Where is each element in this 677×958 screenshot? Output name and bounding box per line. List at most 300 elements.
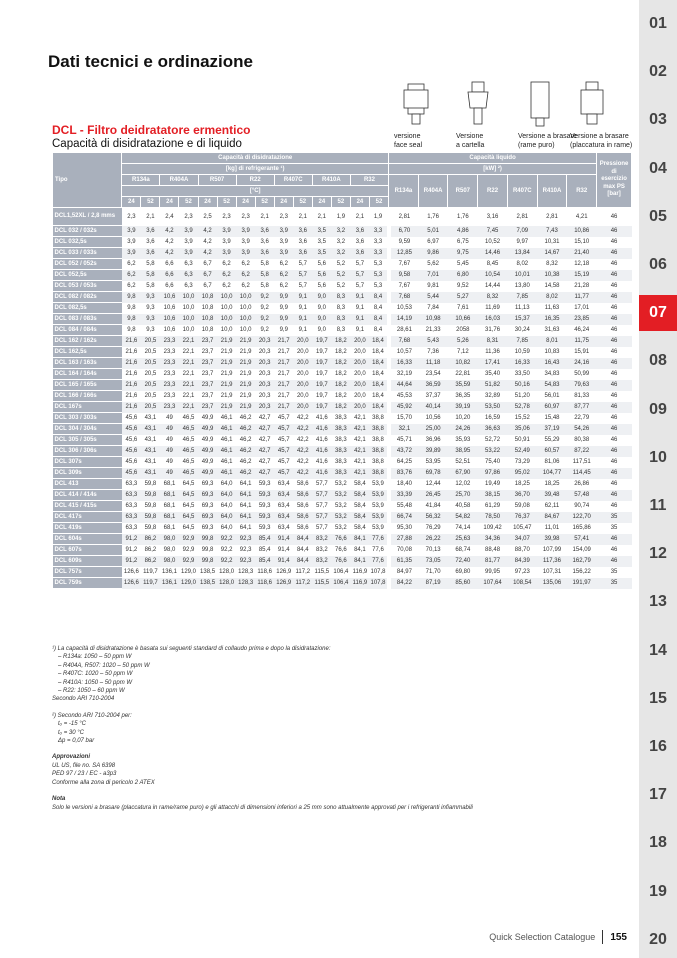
dry-capacity-cell: 53,2 xyxy=(331,490,350,501)
pressure-cell: 35 xyxy=(610,569,618,575)
dry-capacity-cell: 6,3 xyxy=(184,283,193,289)
dry-capacity-cell: 117,2 xyxy=(293,578,312,589)
liquid-refrigerant-r32: R32 xyxy=(567,175,597,208)
dry-capacity-cell: 43,1 xyxy=(144,437,157,443)
dry-capacity-cell: 59,8 xyxy=(141,490,160,501)
dry-capacity-cell: 57,7 xyxy=(315,525,328,531)
liquid-capacity-cell: 19,49 xyxy=(485,481,501,487)
liquid-capacity-cell: 85,60 xyxy=(448,578,478,589)
dry-capacity-cell: 20,0 xyxy=(350,402,369,413)
pressure-cell: 46 xyxy=(610,305,618,311)
liquid-capacity-cell: 6,97 xyxy=(427,239,439,245)
liquid-capacity-cell: 52,51 xyxy=(455,459,471,465)
chapter-tab-05[interactable]: 05 xyxy=(649,207,667,225)
dry-capacity-cell: 21,9 xyxy=(217,380,236,391)
dry-capacity-cell: 18,2 xyxy=(331,358,350,369)
dry-capacity-cell: 6,7 xyxy=(203,261,212,267)
liquid-capacity-cell: 156,22 xyxy=(572,569,591,575)
note-line: Δp = 0,07 bar xyxy=(58,738,95,745)
liquid-capacity-cell: 60,97 xyxy=(537,402,567,413)
dry-capacity-cell: 3,6 xyxy=(298,239,307,245)
liquid-capacity-cell: 4,86 xyxy=(448,226,478,237)
table-row xyxy=(53,369,632,380)
temperature-cell: 52 xyxy=(255,197,274,208)
temperature-cell: 24 xyxy=(312,197,331,208)
chapter-tab-13[interactable]: 13 xyxy=(649,593,667,611)
pressure-cell: 46 xyxy=(610,327,618,333)
pressure-cell: 46 xyxy=(597,314,632,325)
dry-capacity-cell: 23,3 xyxy=(163,393,176,399)
dry-capacity-cell: 9,3 xyxy=(141,292,160,303)
liquid-capacity-cell: 15,19 xyxy=(567,270,597,281)
dry-capacity-cell: 20,3 xyxy=(258,393,271,399)
liquid-capacity-cell: 7,67 xyxy=(389,259,419,270)
liquid-capacity-cell: 39,48 xyxy=(537,490,567,501)
dry-capacity-cell: 53,2 xyxy=(335,525,347,531)
liquid-capacity-cell: 37,19 xyxy=(537,424,567,435)
dry-capacity-cell: 86,2 xyxy=(141,556,160,567)
header-liquid-capacity xyxy=(389,153,597,164)
liquid-capacity-cell: 61,29 xyxy=(485,503,501,509)
header-pressure xyxy=(597,153,632,208)
dry-capacity-cell: 3,9 xyxy=(184,239,193,245)
chapter-tab-10[interactable]: 10 xyxy=(649,448,667,466)
dry-capacity-cell: 46,2 xyxy=(236,468,255,479)
dry-capacity-cell: 91,2 xyxy=(122,534,141,545)
dry-capacity-cell: 116,9 xyxy=(352,569,368,575)
dry-capacity-cell: 57,7 xyxy=(315,481,328,487)
dry-capacity-cell: 10,8 xyxy=(201,305,214,311)
nota-heading: Nota xyxy=(52,796,66,803)
liquid-capacity-cell: 6,70 xyxy=(389,226,419,237)
liquid-capacity-cell: 15,10 xyxy=(574,239,590,245)
chapter-tab-19[interactable]: 19 xyxy=(649,882,667,900)
dry-capacity-cell: 18,4 xyxy=(369,402,388,413)
table-row xyxy=(53,325,632,336)
dry-capacity-cell: 21,9 xyxy=(220,349,233,355)
chapter-tab-18[interactable]: 18 xyxy=(649,834,667,852)
dry-capacity-cell: 42,7 xyxy=(258,415,271,421)
liquid-capacity-cell: 12,85 xyxy=(389,248,419,259)
liquid-capacity-cell: 36,96 xyxy=(425,437,441,443)
row-type: DCL 082 / 082s xyxy=(53,292,122,303)
dry-capacity-cell: 46,2 xyxy=(239,459,252,465)
row-type: DCL 166 / 166s xyxy=(53,391,122,402)
liquid-capacity-cell: 21,40 xyxy=(567,248,597,259)
dry-capacity-cell: 20,5 xyxy=(141,402,160,413)
liquid-capacity-cell: 25,00 xyxy=(418,424,448,435)
dry-capacity-cell: 5,3 xyxy=(369,270,388,281)
chapter-tab-17[interactable]: 17 xyxy=(649,786,667,804)
table-row xyxy=(53,501,632,512)
dry-capacity-cell: 21,7 xyxy=(274,336,293,347)
dry-capacity-cell: 63,4 xyxy=(277,525,290,531)
table-row xyxy=(53,248,632,259)
dry-capacity-cell: 18,4 xyxy=(372,349,384,355)
dry-capacity-cell: 3,6 xyxy=(350,226,369,237)
table-row xyxy=(53,347,632,358)
dry-capacity-cell: 2,1 xyxy=(355,213,365,220)
dry-capacity-cell: 2,5 xyxy=(203,213,212,220)
dry-capacity-cell: 22,1 xyxy=(182,349,195,355)
table-row xyxy=(53,457,632,468)
dry-capacity-cell: 19,7 xyxy=(315,371,328,377)
dry-capacity-cell: 4,2 xyxy=(203,239,212,245)
dry-capacity-cell: 20,3 xyxy=(255,358,274,369)
liquid-capacity-cell: 60,57 xyxy=(537,446,567,457)
note-line: – R410A: 1050 – 50 ppm W xyxy=(58,679,133,686)
table-row xyxy=(53,391,632,402)
liquid-capacity-cell: 8,32 xyxy=(478,292,508,303)
liquid-capacity-cell: 7,45 xyxy=(478,226,508,237)
dry-capacity-cell: 3,9 xyxy=(122,226,141,237)
liquid-capacity-cell: 10,54 xyxy=(478,270,508,281)
header-tipo: Tipo xyxy=(53,153,122,208)
dry-capacity-cell: 98,0 xyxy=(160,534,179,545)
dry-capacity-cell: 83,2 xyxy=(312,534,331,545)
liquid-capacity-cell: 64,25 xyxy=(389,457,419,468)
liquid-capacity-cell: 84,67 xyxy=(537,512,567,523)
dry-capacity-cell: 19,7 xyxy=(312,402,331,413)
dry-capacity-cell: 58,6 xyxy=(293,490,312,501)
liquid-capacity-cell: 50,16 xyxy=(507,380,537,391)
chapter-tab-07[interactable]: 07 xyxy=(639,295,677,331)
liquid-capacity-cell: 27,88 xyxy=(389,534,419,545)
dry-capacity-cell: 8,3 xyxy=(336,305,346,311)
dry-capacity-cell: 2,3 xyxy=(184,213,193,220)
liquid-capacity-cell: 11,01 xyxy=(544,525,560,531)
liquid-capacity-cell: 87,77 xyxy=(567,402,597,413)
dry-capacity-cell: 129,0 xyxy=(181,569,197,575)
dry-capacity-cell: 9,3 xyxy=(146,327,155,333)
table-row xyxy=(53,270,632,281)
dry-capacity-cell: 6,2 xyxy=(241,283,250,289)
dry-capacity-cell: 63,4 xyxy=(274,512,293,523)
dry-capacity-cell: 3,6 xyxy=(293,226,312,237)
dry-capacity-cell: 9,0 xyxy=(317,327,326,333)
dry-capacity-cell: 91,4 xyxy=(277,547,290,553)
dry-capacity-cell: 21,9 xyxy=(239,371,252,377)
liquid-capacity-cell: 52,78 xyxy=(507,402,537,413)
liquid-capacity-cell: 15,52 xyxy=(514,415,530,421)
dry-capacity-cell: 64,5 xyxy=(182,503,195,509)
liquid-capacity-cell: 1,76 xyxy=(427,213,439,220)
liquid-capacity-cell: 18,40 xyxy=(389,479,419,490)
liquid-capacity-cell: 9,86 xyxy=(418,248,448,259)
chapter-tab-06[interactable]: 06 xyxy=(649,256,667,273)
dry-capacity-cell: 23,3 xyxy=(160,402,179,413)
chapter-tab-02[interactable]: 02 xyxy=(649,63,667,81)
dry-capacity-cell: 23,7 xyxy=(198,336,217,347)
liquid-capacity-cell: 32,1 xyxy=(389,424,419,435)
chapter-tab-12[interactable]: 12 xyxy=(649,545,667,563)
pressure-cell: 46 xyxy=(597,292,632,303)
dry-capacity-cell: 118,6 xyxy=(255,578,274,589)
dry-capacity-cell: 38,3 xyxy=(331,424,350,435)
dry-capacity-cell: 84,4 xyxy=(296,547,309,553)
dry-capacity-cell: 18,2 xyxy=(331,380,350,391)
liquid-capacity-cell: 1,76 xyxy=(457,213,469,220)
dry-capacity-cell: 3,6 xyxy=(141,226,160,237)
dry-capacity-cell: 21,7 xyxy=(274,402,293,413)
dry-capacity-cell: 3,9 xyxy=(279,239,288,245)
dry-capacity-cell: 49,9 xyxy=(198,424,217,435)
header-liquid-unit: [kW] ²) xyxy=(389,164,597,175)
dry-capacity-cell: 19,7 xyxy=(312,336,331,347)
dry-capacity-cell: 20,0 xyxy=(354,349,366,355)
liquid-capacity-cell: 88,48 xyxy=(485,547,501,553)
dry-capacity-cell: 42,1 xyxy=(354,415,366,421)
dry-capacity-cell: 21,6 xyxy=(122,380,141,391)
dry-capacity-cell: 46,1 xyxy=(217,424,236,435)
liquid-capacity-cell: 40,58 xyxy=(455,503,471,509)
liquid-capacity-cell: 11,36 xyxy=(485,349,500,355)
dry-capacity-cell: 126,6 xyxy=(122,578,141,589)
liquid-capacity-cell: 154,09 xyxy=(572,547,591,553)
dry-capacity-cell: 6,6 xyxy=(165,261,174,267)
liquid-capacity-cell: 39,98 xyxy=(537,534,567,545)
liquid-capacity-cell: 95,02 xyxy=(507,468,537,479)
nota-text: Solo le versioni a brasare (placcatura in rame/rame puro) e gli attacchi di dimensioni inferiori a 25 mm sono attualmente approvati per i refrigeranti infiammabili xyxy=(52,804,473,811)
chapter-tab-11[interactable]: 11 xyxy=(649,497,667,514)
dry-capacity-cell: 43,1 xyxy=(144,459,157,465)
liquid-capacity-cell: 10,38 xyxy=(537,270,567,281)
temperature-cell: 52 xyxy=(331,197,350,208)
dry-capacity-cell: 2,1 xyxy=(146,213,155,220)
dry-capacity-cell: 18,4 xyxy=(369,380,388,391)
header-dry-capacity xyxy=(122,153,389,164)
table-row xyxy=(53,303,632,314)
liquid-capacity-cell: 66,74 xyxy=(389,512,419,523)
liquid-capacity-cell: 10,82 xyxy=(448,358,478,369)
row-type: DCL 309s xyxy=(53,468,122,479)
pressure-cell: 46 xyxy=(610,239,618,245)
liquid-capacity-cell: 109,42 xyxy=(483,525,502,531)
note-line: Conforme alla zona di pericolo 2 ATEX xyxy=(52,779,155,786)
chapter-tab-08[interactable]: 08 xyxy=(649,352,667,370)
liquid-capacity-cell: 55,29 xyxy=(544,437,560,443)
liquid-capacity-cell: 75,40 xyxy=(485,459,501,465)
dry-capacity-cell: 20,0 xyxy=(354,393,366,399)
capacity-table xyxy=(52,152,632,589)
chapter-tab-15[interactable]: 15 xyxy=(649,689,667,707)
dry-capacity-cell: 20,5 xyxy=(144,393,157,399)
liquid-capacity-cell: 25,63 xyxy=(448,534,478,545)
table-row xyxy=(53,556,632,567)
dry-capacity-cell: 49,9 xyxy=(201,415,214,421)
dry-capacity-cell: 59,3 xyxy=(258,503,271,509)
dry-capacity-cell: 3,2 xyxy=(336,239,346,245)
dry-capacity-cell: 20,5 xyxy=(141,336,160,347)
dry-capacity-cell: 20,0 xyxy=(296,393,309,399)
dry-capacity-cell: 92,2 xyxy=(217,556,236,567)
dry-capacity-cell: 21,9 xyxy=(236,358,255,369)
liquid-capacity-cell: 14,58 xyxy=(544,283,560,289)
liquid-capacity-cell: 33,39 xyxy=(389,490,419,501)
pressure-cell: 46 xyxy=(610,503,618,509)
liquid-capacity-cell: 25,70 xyxy=(448,490,478,501)
dry-capacity-cell: 5,8 xyxy=(255,270,274,281)
row-type: DCL 305 / 305s xyxy=(53,435,122,446)
dry-capacity-cell: 9,2 xyxy=(255,292,274,303)
row-type: DCL 084 / 084s xyxy=(53,325,122,336)
chapter-tab-03[interactable]: 03 xyxy=(649,111,667,129)
dry-capacity-cell: 115,5 xyxy=(314,569,330,575)
liquid-capacity-cell: 122,70 xyxy=(567,512,597,523)
header-pressure-text: Pressione di esercizio max PS [bar] xyxy=(599,161,629,198)
liquid-capacity-cell: 13,80 xyxy=(514,283,530,289)
liquid-capacity-cell: 8,45 xyxy=(486,261,499,267)
liquid-capacity-cell: 14,44 xyxy=(485,283,501,289)
dry-capacity-cell: 9,8 xyxy=(127,327,136,333)
dry-capacity-cell: 23,3 xyxy=(160,336,179,347)
dry-capacity-cell: 63,4 xyxy=(277,481,290,487)
dry-capacity-cell: 58,4 xyxy=(354,525,366,531)
dry-capacity-cell: 64,1 xyxy=(239,525,252,531)
dry-capacity-cell: 2,3 xyxy=(241,213,250,220)
dry-capacity-cell: 43,1 xyxy=(141,446,160,457)
dry-capacity-cell: 9,3 xyxy=(146,305,155,311)
dry-capacity-cell: 3,9 xyxy=(122,248,141,259)
liquid-capacity-cell: 26,45 xyxy=(418,490,448,501)
dry-capacity-cell: 107,8 xyxy=(369,578,388,589)
temperature-cell: 24 xyxy=(160,197,179,208)
dry-capacity-cell: 42,1 xyxy=(354,437,366,443)
liquid-refrigerant-r134a: R134a xyxy=(389,175,419,208)
dry-capacity-cell: 86,2 xyxy=(144,547,157,553)
chapter-tab-09[interactable]: 09 xyxy=(649,400,667,418)
dry-capacity-cell: 2,4 xyxy=(165,213,174,220)
dry-capacity-cell: 20,5 xyxy=(141,380,160,391)
dry-capacity-cell: 92,9 xyxy=(182,547,195,553)
dry-capacity-cell: 46,5 xyxy=(179,468,198,479)
liquid-capacity-cell: 8,01 xyxy=(537,336,567,347)
dry-capacity-cell: 64,1 xyxy=(236,490,255,501)
liquid-capacity-cell: 80,38 xyxy=(574,437,590,443)
liquid-capacity-cell: 16,43 xyxy=(537,358,567,369)
dry-capacity-cell: 22,1 xyxy=(179,336,198,347)
liquid-capacity-cell: 11,13 xyxy=(514,305,530,311)
dry-capacity-cell: 92,3 xyxy=(236,534,255,545)
note-line: – R404A, R507: 1020 – 50 ppm W xyxy=(58,662,150,669)
dry-capacity-cell: 59,3 xyxy=(255,512,274,523)
dry-capacity-cell: 5,7 xyxy=(355,261,365,267)
liquid-capacity-cell: 51,82 xyxy=(478,380,508,391)
dry-capacity-cell: 46,1 xyxy=(220,437,233,443)
pressure-cell: 46 xyxy=(610,371,618,377)
chapter-tab-16[interactable]: 16 xyxy=(649,738,667,755)
dry-capacity-cell: 42,7 xyxy=(255,468,274,479)
table-row xyxy=(53,435,632,446)
liquid-capacity-cell: 13,84 xyxy=(507,248,537,259)
dry-capacity-cell: 5,7 xyxy=(298,283,307,289)
table-row xyxy=(53,446,632,457)
dry-capacity-cell: 49 xyxy=(160,446,179,457)
liquid-capacity-cell: 50,91 xyxy=(514,437,530,443)
version-braze-plated xyxy=(570,80,633,152)
liquid-capacity-cell: 62,11 xyxy=(544,503,560,509)
liquid-capacity-cell: 56,01 xyxy=(544,393,560,399)
dry-capacity-cell: 92,9 xyxy=(179,556,198,567)
dry-capacity-cell: 3,9 xyxy=(274,226,293,237)
liquid-capacity-cell: 7,12 xyxy=(457,349,469,355)
dry-capacity-cell: 10,8 xyxy=(198,314,217,325)
liquid-capacity-cell: 135,06 xyxy=(537,578,567,589)
dry-capacity-cell: 117,2 xyxy=(295,569,311,575)
dry-capacity-cell: 46,2 xyxy=(239,437,252,443)
dry-capacity-cell: 5,7 xyxy=(355,283,365,289)
liquid-capacity-cell: 7,36 xyxy=(427,349,439,355)
version-label: Versione a brasare (placcatura in rame) xyxy=(570,133,633,149)
dry-capacity-cell: 9,1 xyxy=(293,314,312,325)
dry-capacity-cell: 59,8 xyxy=(144,481,157,487)
dry-capacity-cell: 21,9 xyxy=(239,349,252,355)
liquid-capacity-cell: 7,85 xyxy=(507,336,537,347)
dry-capacity-cell: 41,6 xyxy=(312,424,331,435)
dry-capacity-cell: 20,0 xyxy=(293,380,312,391)
liquid-capacity-cell: 10,56 xyxy=(425,415,441,421)
dry-capacity-cell: 42,1 xyxy=(350,446,369,457)
dry-capacity-cell: 2,1 xyxy=(298,213,307,220)
dry-capacity-cell: 10,0 xyxy=(220,305,233,311)
pressure-cell: 46 xyxy=(597,534,632,545)
chapter-tab-14[interactable]: 14 xyxy=(649,641,667,659)
chapter-tab-04[interactable]: 04 xyxy=(649,159,667,177)
dry-capacity-cell: 49 xyxy=(166,437,173,443)
dry-capacity-cell: 20,3 xyxy=(258,349,271,355)
dry-capacity-cell: 10,6 xyxy=(160,314,179,325)
liquid-capacity-cell: 31,63 xyxy=(544,327,560,333)
dry-capacity-cell: 106,4 xyxy=(333,569,349,575)
liquid-capacity-cell: 9,81 xyxy=(427,283,439,289)
dry-capacity-cell: 21,6 xyxy=(125,393,138,399)
liquid-capacity-cell: 28,61 xyxy=(389,325,419,336)
dry-capacity-cell: 46,1 xyxy=(217,468,236,479)
liquid-capacity-cell: 11,69 xyxy=(485,305,500,311)
liquid-capacity-cell: 32,19 xyxy=(389,369,419,380)
dry-refrigerant-r32: R32 xyxy=(350,175,388,186)
pressure-cell: 46 xyxy=(597,556,632,567)
dry-capacity-cell: 58,6 xyxy=(296,525,309,531)
dry-capacity-cell: 3,6 xyxy=(255,226,274,237)
pressure-cell: 46 xyxy=(597,248,632,259)
row-type: DCL 415 / 415s xyxy=(53,501,122,512)
dry-capacity-cell: 53,2 xyxy=(335,481,347,487)
dry-capacity-cell: 46,5 xyxy=(182,437,195,443)
pressure-cell: 35 xyxy=(597,512,632,523)
liquid-capacity-cell: 30,24 xyxy=(514,327,530,333)
chapter-tab-20[interactable]: 20 xyxy=(649,930,667,948)
dry-capacity-cell: 92,2 xyxy=(220,547,233,553)
dry-capacity-cell: 18,4 xyxy=(369,336,388,347)
dry-capacity-cell: 107,8 xyxy=(370,569,386,575)
chapter-tab-01[interactable]: 01 xyxy=(649,15,667,32)
row-type: DCL 033 / 033s xyxy=(53,248,122,259)
dry-capacity-cell: 64,0 xyxy=(220,481,233,487)
liquid-capacity-cell: 87,22 xyxy=(567,446,597,457)
dry-capacity-cell: 18,2 xyxy=(335,349,347,355)
dry-capacity-cell: 119,7 xyxy=(141,578,160,589)
dry-capacity-cell: 116,9 xyxy=(350,578,369,589)
version-flare xyxy=(456,80,516,152)
liquid-capacity-cell: 24,26 xyxy=(448,424,478,435)
liquid-capacity-cell: 51,20 xyxy=(514,393,530,399)
dry-capacity-cell: 64,0 xyxy=(220,525,233,531)
liquid-capacity-cell: 21,28 xyxy=(574,283,590,289)
dry-capacity-cell: 53,9 xyxy=(372,503,384,509)
dry-capacity-cell: 21,9 xyxy=(236,380,255,391)
dry-refrigerant-r404a: R404A xyxy=(160,175,198,186)
